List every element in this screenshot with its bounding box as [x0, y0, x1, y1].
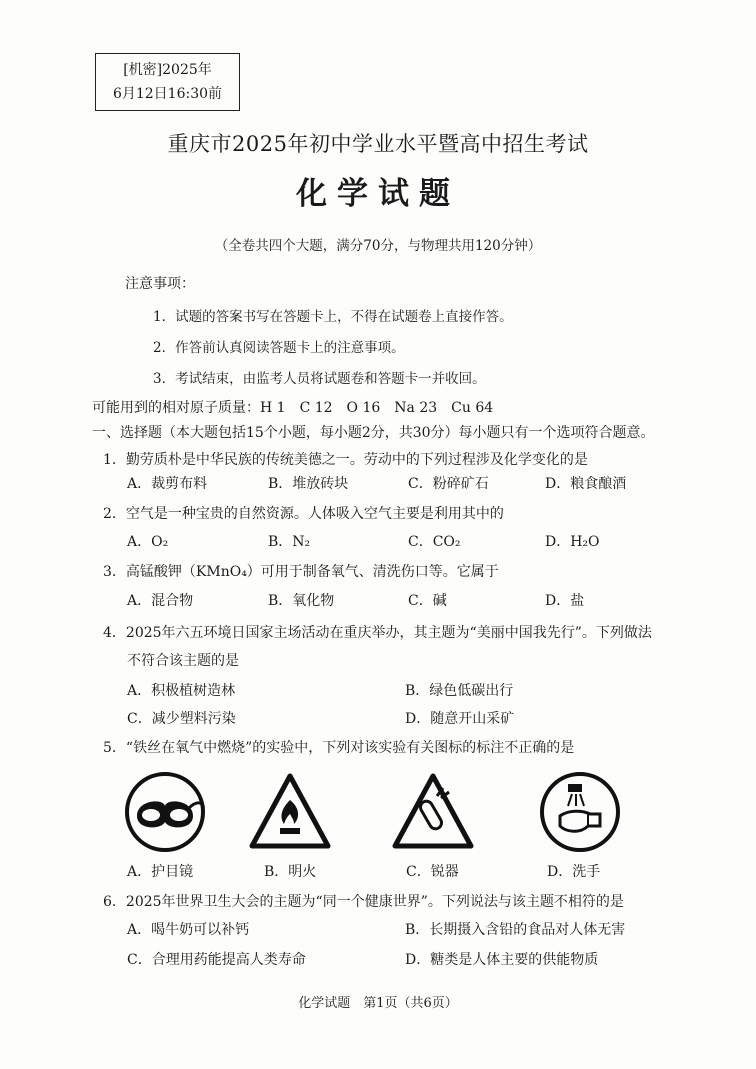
q3-option-a: A．混合物 [127, 593, 194, 609]
q4-option-d: D．随意开山采矿 [405, 711, 515, 727]
exam-subtitle: （全卷共四个大题，满分70分，与物理共用120分钟） [214, 238, 542, 254]
goggles-icon [123, 770, 207, 854]
sharp-object-icon [391, 770, 475, 854]
question-6-stem: 6．2025年世界卫生大会的主题为“同一个健康世界”。下列说法与该主题不相符的是 [103, 894, 624, 910]
q3-option-d: D．盐 [545, 593, 585, 609]
section-heading: 一、选择题（本大题包括15个小题，每小题2分，共30分）每小题只有一个选项符合题意。 [92, 425, 655, 441]
q5-option-b: B．明火 [264, 864, 317, 880]
question-2-stem: 2．空气是一种宝贵的自然资源。人体吸入空气主要是利用其中的 [103, 506, 504, 522]
question-4-stem: 4．2025年六五环境日国家主场活动在重庆举办，其主题为“美丽中国我先行”。下列做法 [103, 625, 652, 641]
q2-option-c: C．CO₂ [408, 534, 461, 550]
q1-option-b: B．堆放砖块 [268, 476, 349, 492]
subject-title: 化学试题 [296, 176, 460, 212]
atomic-masses: 可能用到的相对原子质量：H 1 C 12 O 16 Na 23 Cu 64 [92, 400, 494, 416]
q3-option-b: B．氧化物 [268, 593, 335, 609]
question-3-stem: 3．高锰酸钾（KMnO₄）可用于制备氧气、清洗伤口等。它属于 [103, 564, 499, 580]
question-4-stem-continued: 不符合该主题的是 [127, 653, 239, 669]
q2-option-d: D．H₂O [545, 534, 600, 550]
q6-option-a: A．喝牛奶可以补钙 [127, 922, 250, 938]
note-item-3: 3．考试结束，由监考人员将试题卷和答题卡一并收回。 [153, 371, 486, 387]
q5-option-d: D．洗手 [547, 864, 601, 880]
q1-option-a: A．裁剪布料 [127, 476, 208, 492]
q4-option-c: C．减少塑料污染 [127, 711, 236, 727]
q6-option-b: B．长期摄入含铅的食品对人体无害 [405, 922, 626, 938]
q4-option-a: A．积极植树造林 [127, 683, 236, 699]
note-item-2: 2．作答前认真阅读答题卡上的注意事项。 [153, 340, 405, 356]
q2-option-a: A．O₂ [127, 534, 169, 550]
q3-option-c: C．碱 [408, 593, 447, 609]
q2-option-b: B．N₂ [268, 534, 311, 550]
note-item-1: 1．试题的答案书写在答题卡上，不得在试题卷上直接作答。 [153, 309, 513, 325]
q6-option-c: C．合理用药能提高人类寿命 [127, 952, 306, 968]
open-flame-icon [248, 770, 332, 854]
notes-heading: 注意事项： [125, 276, 195, 292]
q4-option-b: B．绿色低碳出行 [405, 683, 514, 699]
q1-option-c: C．粉碎矿石 [408, 476, 489, 492]
confidential-box [95, 53, 240, 111]
confidential-line-2: 6月12日16:30前 [112, 86, 223, 102]
hand-wash-icon [538, 770, 622, 854]
exam-title: 重庆市2025年初中学业水平暨高中招生考试 [167, 132, 589, 156]
q1-option-d: D．粮食酿酒 [545, 476, 627, 492]
confidential-line-1: [机密]2025年 [123, 62, 212, 78]
page-footer: 化学试题 第1页（共6页） [298, 996, 458, 1011]
question-1-stem: 1．勤劳质朴是中华民族的传统美德之一。劳动中的下列过程涉及化学变化的是 [103, 452, 588, 468]
q5-option-a: A．护目镜 [127, 864, 194, 880]
q5-option-c: C．锐器 [406, 864, 459, 880]
q6-option-d: D．糖类是人体主要的供能物质 [405, 952, 599, 968]
question-5-stem: 5．“铁丝在氧气中燃烧”的实验中，下列对该实验有关图标的标注不正确的是 [103, 740, 575, 756]
